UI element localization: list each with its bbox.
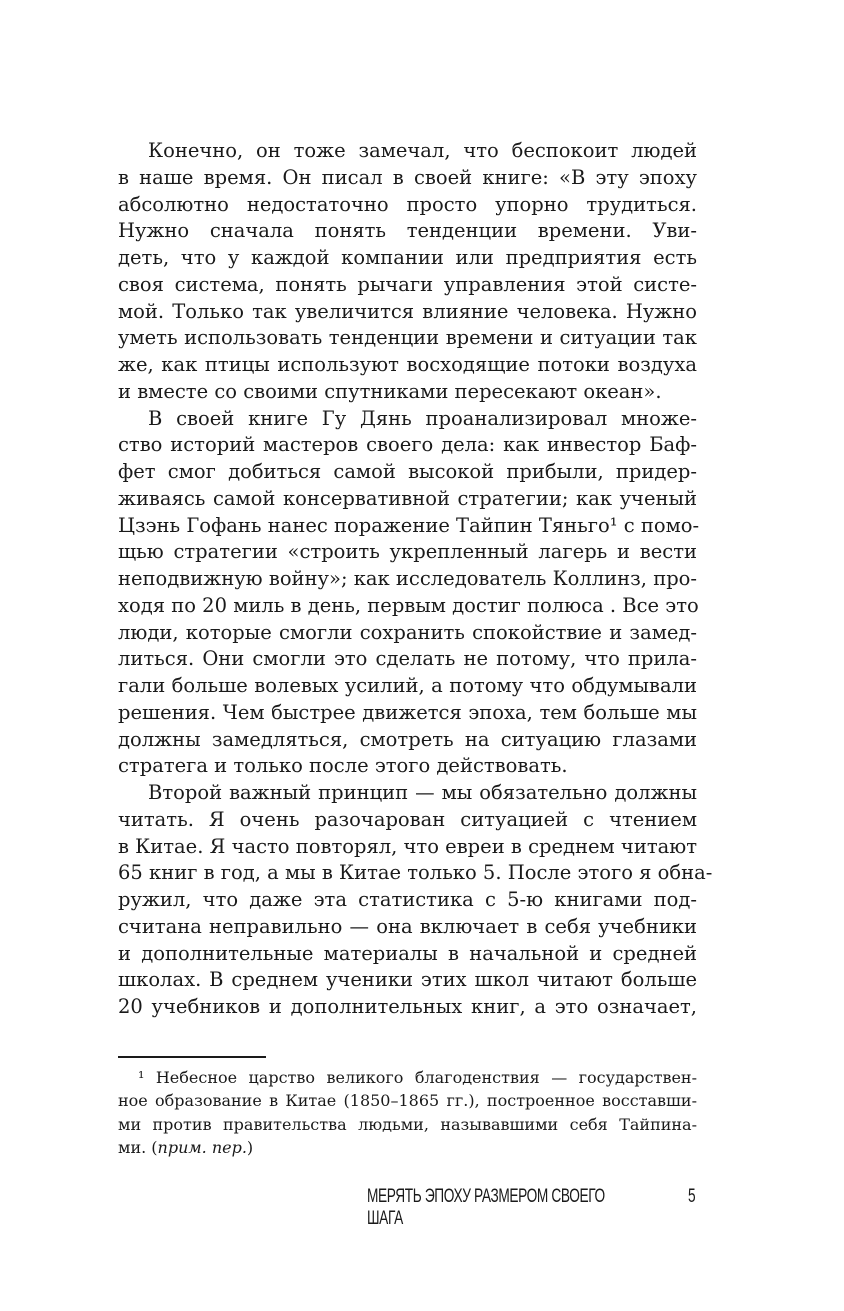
paragraph-line: читать. Я очень разочарован ситуацией с чтением — [118, 807, 697, 831]
paragraph-line: неподвижную войну»; как исследователь Коллинз, про- — [118, 567, 698, 590]
paragraph-line: мой. Только так увеличится влияние человека. Нужно — [118, 299, 697, 323]
paragraph-line: 65 книг в год, а мы в Китае только 5. После этого я обна- — [118, 861, 713, 885]
paragraph-line: В своей книге Гу Дянь проанализировал множе- — [148, 406, 697, 430]
footnote — [118, 1066, 697, 1160]
paragraph-line: и дополнительные материалы в начальной и средней — [118, 941, 697, 965]
paragraph-line: считана неправильно — она включает в себя учебники — [118, 914, 697, 938]
paragraph-line: школах. В среднем ученики этих школ читают больше — [118, 968, 697, 992]
running-head: МЕРЯТЬ ЭПОХУ РАЗМЕРОМ СВОЕГО ШАГА — [367, 1186, 605, 1229]
paragraph-line: деть, что у каждой компании или предприятия есть — [118, 246, 697, 269]
body-text — [118, 138, 713, 1021]
footnote-line: ¹ Небесное царство великого благоденствия — государствен- — [138, 1068, 697, 1087]
paragraph-line: фет смог добиться самой высокой прибыли, придер- — [118, 460, 697, 483]
paragraph-line: живаясь самой консервативной стратегии; как ученый — [118, 486, 697, 510]
paragraph-line: уметь использовать тенденции времени и ситуации так — [118, 326, 697, 350]
footnote-line — [118, 1136, 697, 1159]
paragraph-line: же, как птицы используют восходящие потоки воздуха — [118, 353, 697, 376]
paragraph-line: в Китае. Я часто повторял, что евреи в среднем читают — [118, 834, 697, 858]
footnote-line-text: ми. ( — [118, 1138, 158, 1158]
paragraph-line: люди, которые смогли сохранить спокойствие и замед- — [118, 620, 697, 644]
page-number: 5 — [688, 1186, 696, 1207]
paragraph-line: Второй важный принцип — мы обязательно должны — [148, 781, 697, 804]
paragraph-line: литься. Они смогли это сделать не потому, что прила- — [118, 647, 697, 671]
paragraph-line: стратега и только после этого действовать. — [118, 754, 568, 778]
footnote-close: ) — [246, 1138, 254, 1158]
paragraph-line: гали больше волевых усилий, а потому что обдумывали — [118, 674, 697, 697]
paragraph-line: Нужно сначала понять тенденции времени. Уви- — [118, 219, 697, 243]
footnote-line: ное образование в Китае (1850–1865 гг.), построенное восставши- — [118, 1091, 697, 1111]
paragraph-line: Конечно, он тоже замечал, что беспокоит людей — [148, 139, 697, 162]
paragraph-line: и вместе со своими спутниками пересекают океан». — [118, 379, 662, 403]
paragraph-line: решения. Чем быстрее движется эпоха, тем больше мы — [118, 700, 697, 724]
paragraph-line: должны замедляться, смотреть на ситуацию глазами — [118, 727, 697, 751]
paragraph-line: ство историй мастеров своего дела: как инвестор Баф- — [118, 433, 697, 457]
paragraph-line: ходя по 20 миль в день, первым достиг полюса . Все это — [118, 593, 699, 617]
footnote-line: ми против правительства людьми, называвшими себя Тайпина- — [118, 1114, 697, 1134]
footnote-divider — [118, 1056, 266, 1058]
paragraph-line: ружил, что даже эта статистика с 5-ю книгами под- — [118, 888, 697, 911]
paragraph-line: Цзэнь Гофань нанес поражение Тайпин Тяньго¹ с помо- — [118, 513, 700, 537]
paragraph-line: своя система, понять рычаги управления этой систе- — [118, 272, 697, 296]
paragraph-line: 20 учебников и дополнительных книг, а это означает, — [118, 995, 697, 1018]
translator-note: прим. пер. — [157, 1138, 247, 1158]
paragraph-line: щью стратегии «строить укрепленный лагерь и вести — [118, 540, 697, 564]
paragraph-line: в наше время. Он писал в своей книге: «В эту эпоху — [118, 165, 697, 189]
paragraph-line: абсолютно недостаточно просто упорно трудиться. — [118, 192, 697, 216]
